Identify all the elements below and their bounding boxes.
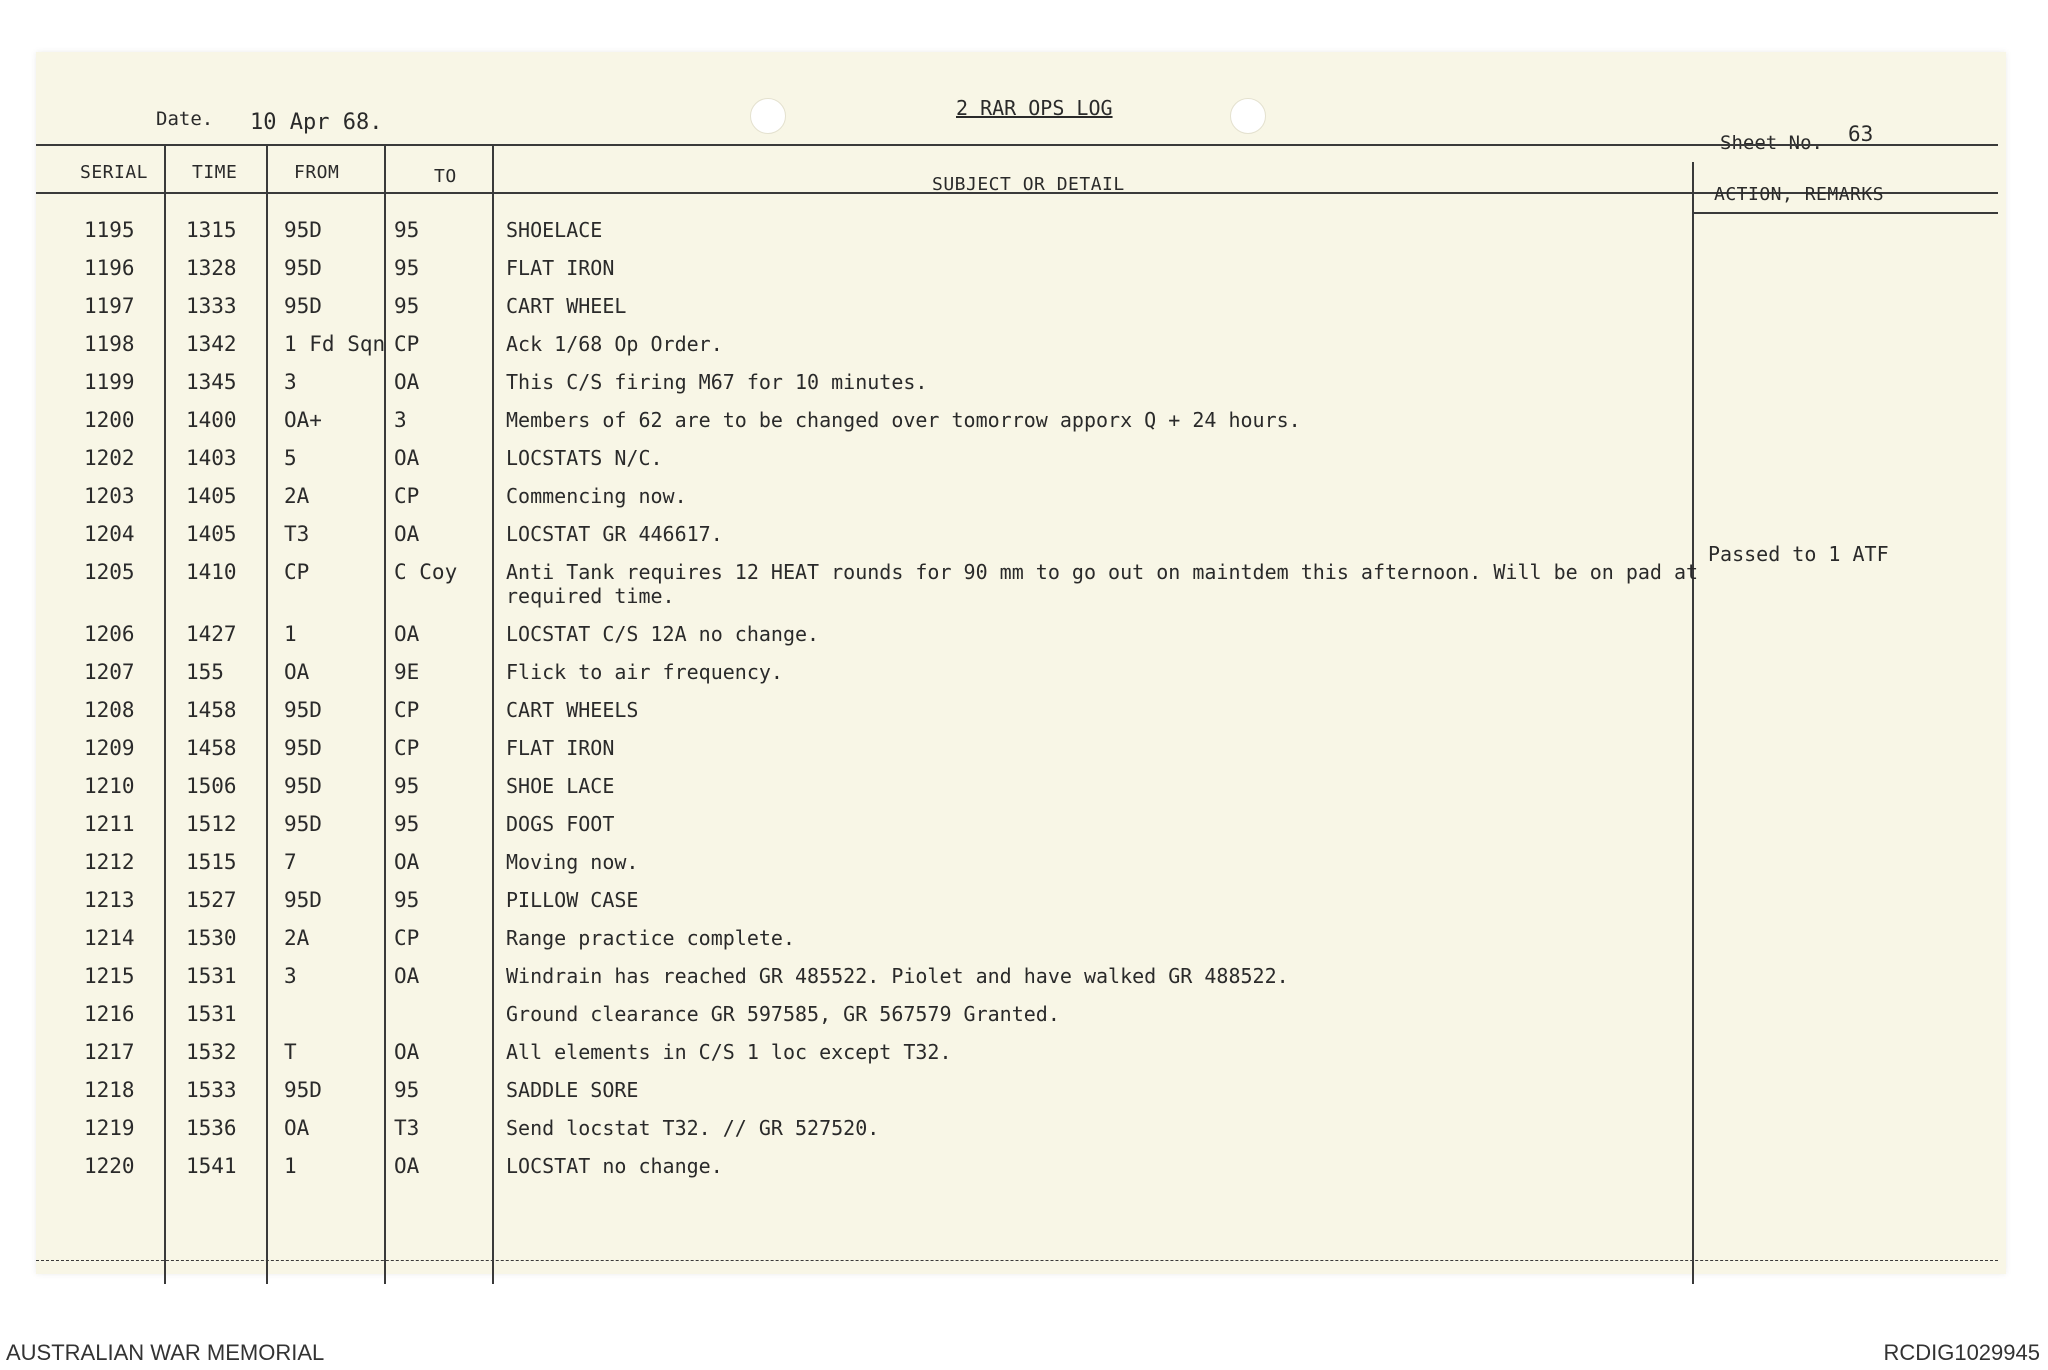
subject-cell: SHOELACE bbox=[506, 218, 603, 242]
to-cell: OA bbox=[394, 622, 420, 646]
subject-cell: CART WHEEL bbox=[506, 294, 627, 318]
footer-source: AUSTRALIAN WAR MEMORIAL bbox=[6, 1340, 325, 1365]
serial-cell: 1199 bbox=[84, 370, 135, 394]
time-cell: 1515 bbox=[186, 850, 237, 874]
time-cell: 1533 bbox=[186, 1078, 237, 1102]
time-cell: 1530 bbox=[186, 926, 237, 950]
subject-cell: Range practice complete. bbox=[506, 926, 795, 950]
to-cell: CP bbox=[394, 484, 420, 508]
subject-cell: CART WHEELS bbox=[506, 698, 639, 722]
serial-cell: 1198 bbox=[84, 332, 135, 356]
subject-cell: FLAT IRON bbox=[506, 736, 615, 760]
to-cell: OA bbox=[394, 522, 420, 546]
subject-cell: Members of 62 are to be changed over tomorrow apporx Q + 24 hours. bbox=[506, 408, 1301, 432]
time-cell: 1506 bbox=[186, 774, 237, 798]
log-title: 2 RAR OPS LOG bbox=[956, 96, 1113, 120]
subject-cell: Moving now. bbox=[506, 850, 639, 874]
to-cell: CP bbox=[394, 332, 420, 356]
serial-cell: 1200 bbox=[84, 408, 135, 432]
footer-record-id: RCDIG1029945 bbox=[1883, 1340, 2040, 1365]
serial-cell: 1219 bbox=[84, 1116, 135, 1140]
from-cell: 1 bbox=[284, 622, 297, 646]
from-cell: 2A bbox=[284, 484, 310, 508]
subject-cell: Anti Tank requires 12 HEAT rounds for 90 mm to go out on maintdem this afternoon. Will be on pad at required time. bbox=[506, 560, 1699, 608]
subject-cell: Flick to air frequency. bbox=[506, 660, 783, 684]
time-cell: 1541 bbox=[186, 1154, 237, 1178]
sheet-number-value: 63 bbox=[1848, 122, 1874, 146]
serial-cell: 1206 bbox=[84, 622, 135, 646]
from-cell: 95D bbox=[284, 888, 322, 912]
serial-cell: 1216 bbox=[84, 1002, 135, 1026]
to-cell: 95 bbox=[394, 294, 420, 318]
from-cell: 95D bbox=[284, 812, 322, 836]
header-serial: SERIAL bbox=[80, 162, 149, 183]
punch-hole-right bbox=[1230, 98, 1266, 134]
time-cell: 1342 bbox=[186, 332, 237, 356]
serial-cell: 1211 bbox=[84, 812, 135, 836]
to-cell: OA bbox=[394, 370, 420, 394]
to-cell: CP bbox=[394, 926, 420, 950]
serial-cell: 1215 bbox=[84, 964, 135, 988]
remarks-header-rule bbox=[1692, 212, 1998, 214]
col-divider-to bbox=[492, 144, 494, 1284]
subject-cell: PILLOW CASE bbox=[506, 888, 639, 912]
from-cell: 95D bbox=[284, 698, 322, 722]
to-cell: OA bbox=[394, 850, 420, 874]
header-from: FROM bbox=[294, 162, 340, 183]
time-cell: 155 bbox=[186, 660, 224, 684]
serial-cell: 1197 bbox=[84, 294, 135, 318]
serial-cell: 1217 bbox=[84, 1040, 135, 1064]
time-cell: 1531 bbox=[186, 964, 237, 988]
from-cell: OA bbox=[284, 660, 310, 684]
from-cell: 7 bbox=[284, 850, 297, 874]
serial-cell: 1213 bbox=[84, 888, 135, 912]
serial-cell: 1196 bbox=[84, 256, 135, 280]
from-cell: 95D bbox=[284, 736, 322, 760]
bottom-rule bbox=[36, 1260, 1998, 1261]
log-sheet bbox=[36, 52, 2006, 1274]
time-cell: 1328 bbox=[186, 256, 237, 280]
to-cell: 9E bbox=[394, 660, 420, 684]
col-divider-from bbox=[384, 144, 386, 1284]
time-cell: 1512 bbox=[186, 812, 237, 836]
time-cell: 1427 bbox=[186, 622, 237, 646]
subject-cell: LOCSTAT no change. bbox=[506, 1154, 723, 1178]
serial-cell: 1204 bbox=[84, 522, 135, 546]
to-cell: CP bbox=[394, 698, 420, 722]
remarks-note: Passed to 1 ATF bbox=[1708, 542, 1889, 566]
to-cell: 95 bbox=[394, 256, 420, 280]
to-cell: 95 bbox=[394, 1078, 420, 1102]
from-cell: 95D bbox=[284, 218, 322, 242]
from-cell: T3 bbox=[284, 522, 310, 546]
subject-cell: Ground clearance GR 597585, GR 567579 Granted. bbox=[506, 1002, 1060, 1026]
subject-cell: Ack 1/68 Op Order. bbox=[506, 332, 723, 356]
from-cell: 3 bbox=[284, 370, 297, 394]
date-label: Date. bbox=[156, 108, 214, 130]
subject-cell: DOGS FOOT bbox=[506, 812, 615, 836]
serial-cell: 1209 bbox=[84, 736, 135, 760]
to-cell: OA bbox=[394, 1040, 420, 1064]
to-cell: 95 bbox=[394, 812, 420, 836]
date-value: 10 Apr 68. bbox=[250, 110, 383, 135]
subject-cell: LOCSTAT C/S 12A no change. bbox=[506, 622, 820, 646]
subject-cell: SHOE LACE bbox=[506, 774, 615, 798]
to-cell: CP bbox=[394, 736, 420, 760]
from-cell: OA+ bbox=[284, 408, 322, 432]
serial-cell: 1203 bbox=[84, 484, 135, 508]
from-cell: CP bbox=[284, 560, 310, 584]
to-cell: OA bbox=[394, 446, 420, 470]
time-cell: 1532 bbox=[186, 1040, 237, 1064]
time-cell: 1345 bbox=[186, 370, 237, 394]
serial-cell: 1195 bbox=[84, 218, 135, 242]
from-cell: OA bbox=[284, 1116, 310, 1140]
to-cell: C Coy bbox=[394, 560, 458, 584]
subject-cell: Windrain has reached GR 485522. Piolet and have walked GR 488522. bbox=[506, 964, 1289, 988]
serial-cell: 1214 bbox=[84, 926, 135, 950]
serial-cell: 1218 bbox=[84, 1078, 135, 1102]
time-cell: 1333 bbox=[186, 294, 237, 318]
header-time: TIME bbox=[192, 162, 238, 183]
time-cell: 1315 bbox=[186, 218, 237, 242]
subject-cell: All elements in C/S 1 loc except T32. bbox=[506, 1040, 952, 1064]
from-cell: 2A bbox=[284, 926, 310, 950]
serial-cell: 1207 bbox=[84, 660, 135, 684]
from-cell: T bbox=[284, 1040, 297, 1064]
from-cell: 95D bbox=[284, 1078, 322, 1102]
serial-cell: 1220 bbox=[84, 1154, 135, 1178]
time-cell: 1531 bbox=[186, 1002, 237, 1026]
to-cell: 95 bbox=[394, 888, 420, 912]
header-subject: SUBJECT OR DETAIL bbox=[932, 174, 1125, 195]
from-cell: 1 bbox=[284, 1154, 297, 1178]
serial-cell: 1205 bbox=[84, 560, 135, 584]
from-cell: 95D bbox=[284, 294, 322, 318]
from-cell: 3 bbox=[284, 964, 297, 988]
subject-cell: FLAT IRON bbox=[506, 256, 615, 280]
to-cell: 95 bbox=[394, 774, 420, 798]
col-divider-time bbox=[266, 144, 268, 1284]
time-cell: 1458 bbox=[186, 698, 237, 722]
serial-cell: 1210 bbox=[84, 774, 135, 798]
from-cell: 1 Fd Sqn bbox=[284, 332, 386, 356]
to-cell: 95 bbox=[394, 218, 420, 242]
punch-hole-left bbox=[750, 98, 786, 134]
header-to: TO bbox=[434, 166, 457, 187]
col-divider-serial bbox=[164, 144, 166, 1284]
time-cell: 1405 bbox=[186, 484, 237, 508]
to-cell: 3 bbox=[394, 408, 407, 432]
time-cell: 1400 bbox=[186, 408, 237, 432]
sheet-number-label: Sheet No. bbox=[1720, 132, 1823, 154]
time-cell: 1527 bbox=[186, 888, 237, 912]
time-cell: 1405 bbox=[186, 522, 237, 546]
subject-cell: Send locstat T32. // GR 527520. bbox=[506, 1116, 880, 1140]
serial-cell: 1208 bbox=[84, 698, 135, 722]
header-remarks: ACTION, REMARKS bbox=[1714, 184, 1885, 205]
time-cell: 1403 bbox=[186, 446, 237, 470]
to-cell: T3 bbox=[394, 1116, 420, 1140]
subject-cell: SADDLE SORE bbox=[506, 1078, 639, 1102]
subject-cell: Commencing now. bbox=[506, 484, 687, 508]
subject-cell: LOCSTATS N/C. bbox=[506, 446, 663, 470]
to-cell: OA bbox=[394, 964, 420, 988]
subject-cell: LOCSTAT GR 446617. bbox=[506, 522, 723, 546]
to-cell: OA bbox=[394, 1154, 420, 1178]
time-cell: 1458 bbox=[186, 736, 237, 760]
serial-cell: 1202 bbox=[84, 446, 135, 470]
time-cell: 1536 bbox=[186, 1116, 237, 1140]
header-top-rule bbox=[36, 144, 1998, 146]
time-cell: 1410 bbox=[186, 560, 237, 584]
subject-cell: This C/S firing M67 for 10 minutes. bbox=[506, 370, 928, 394]
from-cell: 95D bbox=[284, 774, 322, 798]
from-cell: 95D bbox=[284, 256, 322, 280]
serial-cell: 1212 bbox=[84, 850, 135, 874]
from-cell: 5 bbox=[284, 446, 297, 470]
